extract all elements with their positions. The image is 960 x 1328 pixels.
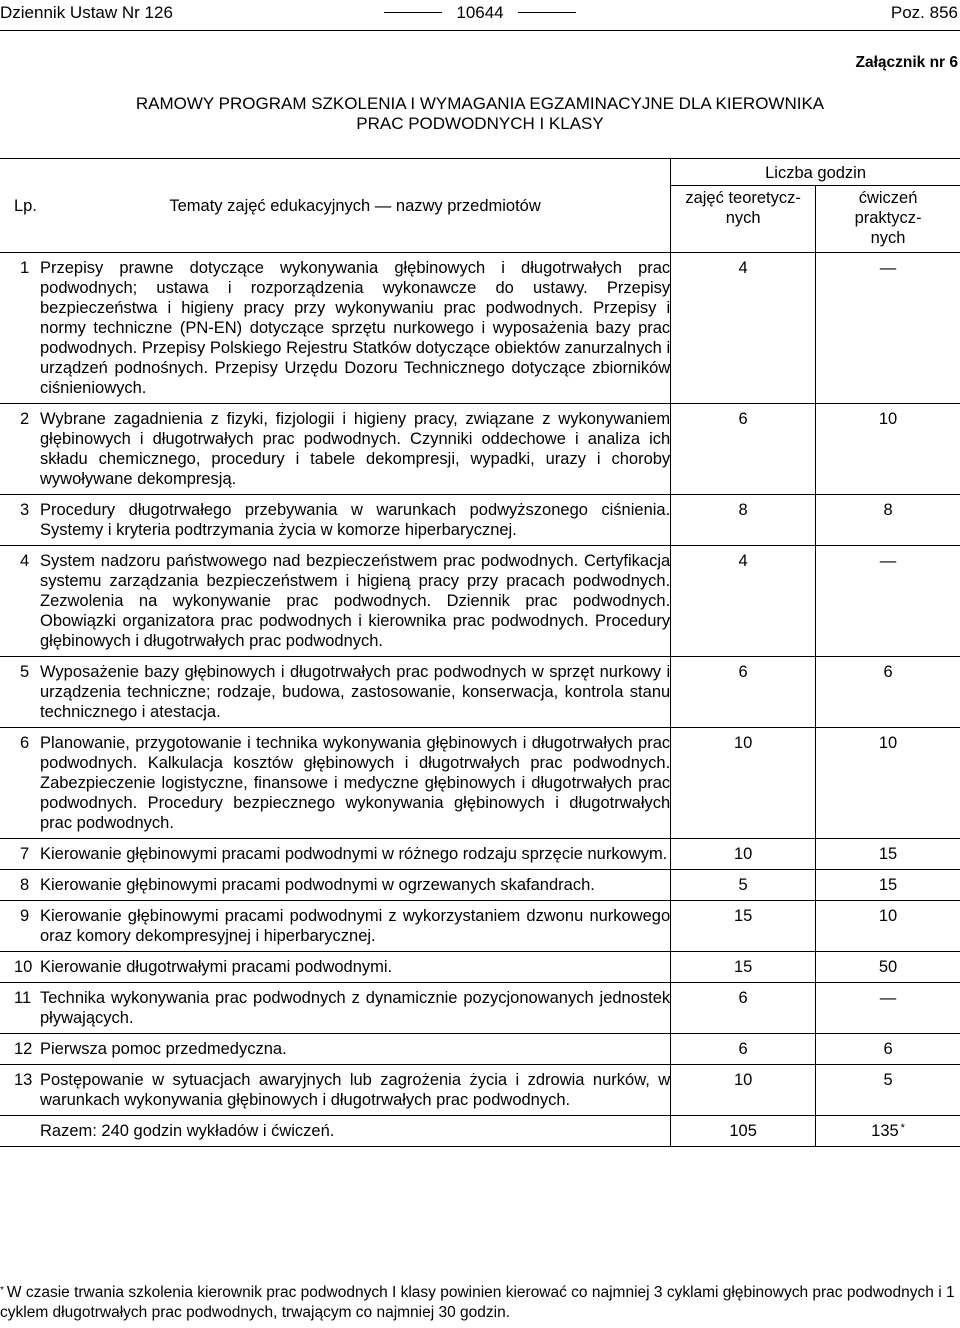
row-practice-hours: 10 (816, 728, 960, 839)
table-row (0, 404, 960, 495)
row-topic: Procedury długotrwałego przebywania w warunkach podwyższonego ciśnienia. Systemy i kryteria podtrzymania życia w komorze hiperbarycznej. (40, 495, 671, 546)
total-practice-cell (816, 1116, 960, 1147)
row-practice-hours: 6 (816, 1034, 960, 1065)
total-row (0, 1116, 960, 1147)
row-topic: Pierwsza pomoc przedmedyczna. (40, 1034, 671, 1065)
row-theory-hours: 6 (671, 983, 816, 1034)
header-theory: zajęć teoretycz-nych (671, 186, 816, 253)
table-row (0, 870, 960, 901)
row-topic: System nadzoru państwowego nad bezpieczeństwem prac podwodnych. Certyfikacja systemu zarządzania bezpieczeństwem i higieną pracy przy pracach podwodnych. Zezwolenia na wykonywanie prac podwodnych. Dziennik prac podwodnych. Obowiązki organizatora prac podwodnych i kierownika prac podwodnych. Procedury głębinowych i długotrwałych prac podwodnych. (40, 546, 671, 657)
row-lp: 12 (0, 1034, 40, 1065)
row-practice-hours: 5 (816, 1065, 960, 1116)
row-topic: Kierowanie głębinowymi pracami podwodnymi z wykorzystaniem dzwonu nurkowego oraz komory dekompresyjnej i hiperbarycznej. (40, 901, 671, 952)
total-label: Razem: 240 godzin wykładów i ćwiczeń. (40, 1116, 671, 1147)
header-lp: Lp. (0, 159, 40, 253)
total-footnote-mark: * (900, 1122, 905, 1134)
row-practice-hours: — (816, 546, 960, 657)
page-header (0, 0, 960, 31)
table-row (0, 952, 960, 983)
title-line-1: RAMOWY PROGRAM SZKOLENIA I WYMAGANIA EGZAMINACYJNE DLA KIEROWNIKA (135, 94, 825, 113)
table-row (0, 839, 960, 870)
dash-left (384, 12, 442, 13)
row-theory-hours: 4 (671, 546, 816, 657)
curriculum-table (0, 158, 960, 1147)
total-practice-hours: 135 (871, 1122, 899, 1140)
title-line-2: PRAC PODWODNYCH I KLASY (356, 114, 604, 133)
row-lp: 2 (0, 404, 40, 495)
table-row (0, 983, 960, 1034)
row-theory-hours: 6 (671, 657, 816, 728)
row-theory-hours: 6 (671, 1034, 816, 1065)
row-topic: Kierowanie głębinowymi pracami podwodnymi w różnego rodzaju sprzęcie nurkowym. (40, 839, 671, 870)
table-row (0, 253, 960, 404)
row-theory-hours: 10 (671, 1065, 816, 1116)
row-lp: 6 (0, 728, 40, 839)
row-lp: 4 (0, 546, 40, 657)
row-practice-hours: 10 (816, 404, 960, 495)
journal-title: Dziennik Ustaw Nr 126 (0, 3, 173, 22)
row-lp: 3 (0, 495, 40, 546)
row-topic: Postępowanie w sytuacjach awaryjnych lub zagrożenia życia i zdrowia nurków, w warunkach wykonywania głębinowych i długotrwałych prac podwodnych. (40, 1065, 671, 1116)
total-lp (0, 1116, 40, 1147)
table-row (0, 657, 960, 728)
row-lp: 10 (0, 952, 40, 983)
row-topic: Przepisy prawne dotyczące wykonywania głębinowych i długotrwałych prac podwodnych; ustawa i rozporządzenia wykonawcze do ustawy. Przepisy bezpieczeństwa i higieny pracy przy wykonywaniu prac podwodnych. Przepisy i normy techniczne (PN-EN) dotyczące sprzętu nurkowego i wyposażenia bazy prac podwodnych. Przepisy Polskiego Rejestru Statków dotyczące obiektów zanurzalnych i urządzeń podnośnych. Przepisy Urzędu Dozoru Technicznego dotyczące zbiorników ciśnieniowych. (40, 253, 671, 404)
row-theory-hours: 15 (671, 901, 816, 952)
row-theory-hours: 10 (671, 728, 816, 839)
row-theory-hours: 15 (671, 952, 816, 983)
total-theory-hours: 105 (671, 1116, 816, 1147)
table-header-row (0, 159, 960, 186)
table-row (0, 1065, 960, 1116)
row-theory-hours: 10 (671, 839, 816, 870)
row-topic: Technika wykonywania prac podwodnych z dynamicznie pozycjonowanych jednostek pływających. (40, 983, 671, 1034)
row-practice-hours: 50 (816, 952, 960, 983)
row-lp: 9 (0, 901, 40, 952)
row-topic: Wybrane zagadnienia z fizyki, fizjologii i higieny pracy, związane z wykonywaniem głębinowych i długotrwałych prac podwodnych. Czynniki oddechowe i analiza ich składu chemicznego, procedury i tabele dekompresji, wypadki, urazy i choroby wywoływane dekompresją. (40, 404, 671, 495)
table-row (0, 901, 960, 952)
row-lp: 7 (0, 839, 40, 870)
footnote (0, 1283, 960, 1323)
row-topic: Kierowanie długotrwałymi pracami podwodnymi. (40, 952, 671, 983)
header-practice: ćwiczeń praktycz-nych (816, 186, 960, 253)
row-practice-hours: — (816, 253, 960, 404)
row-topic: Wyposażenie bazy głębinowych i długotrwałych prac podwodnych w sprzęt nurkowy i urządzenia techniczne; rodzaje, budowa, zastosowanie, konserwacja, kontrola stanu technicznego i atestacja. (40, 657, 671, 728)
row-practice-hours: — (816, 983, 960, 1034)
row-lp: 13 (0, 1065, 40, 1116)
header-topic: Tematy zajęć edukacyjnych — nazwy przedmiotów (40, 159, 671, 253)
table-row (0, 1034, 960, 1065)
row-lp: 11 (0, 983, 40, 1034)
table-row (0, 728, 960, 839)
row-practice-hours: 15 (816, 870, 960, 901)
row-practice-hours: 15 (816, 839, 960, 870)
footnote-text: W czasie trwania szkolenia kierownik prac podwodnych I klasy powinien kierować co najmniej 3 cyklami głębinowych prac podwodnych i 1 cyklem długotrwałych prac podwodnych, trwającym co najmniej 30 godzin. (0, 1284, 955, 1321)
position-number: Poz. 856 (890, 3, 958, 22)
row-topic: Kierowanie głębinowymi pracami podwodnymi w ogrzewanych skafandrach. (40, 870, 671, 901)
table-row (0, 495, 960, 546)
table-row (0, 546, 960, 657)
page-number-block (0, 3, 960, 23)
row-lp: 8 (0, 870, 40, 901)
footnote-mark: * (0, 1285, 4, 1296)
row-lp: 1 (0, 253, 40, 404)
page-number: 10644 (456, 3, 504, 22)
annex-label: Załącznik nr 6 (855, 54, 958, 71)
row-theory-hours: 4 (671, 253, 816, 404)
row-practice-hours: 10 (816, 901, 960, 952)
dash-right (518, 12, 576, 13)
row-topic: Planowanie, przygotowanie i technika wykonywania głębinowych i długotrwałych prac podwodnych. Kalkulacja kosztów głębinowych i długotrwałych prac podwodnych. Zabezpieczenie logistyczne, finansowe i medyczne głębinowych i długotrwałych prac podwodnych. Procedury bezpiecznego wykonywania głębinowych i długotrwałych prac podwodnych. (40, 728, 671, 839)
row-lp: 5 (0, 657, 40, 728)
row-theory-hours: 8 (671, 495, 816, 546)
row-theory-hours: 5 (671, 870, 816, 901)
row-practice-hours: 6 (816, 657, 960, 728)
row-practice-hours: 8 (816, 495, 960, 546)
header-hours-group: Liczba godzin (671, 159, 960, 186)
row-theory-hours: 6 (671, 404, 816, 495)
document-title (0, 94, 960, 134)
